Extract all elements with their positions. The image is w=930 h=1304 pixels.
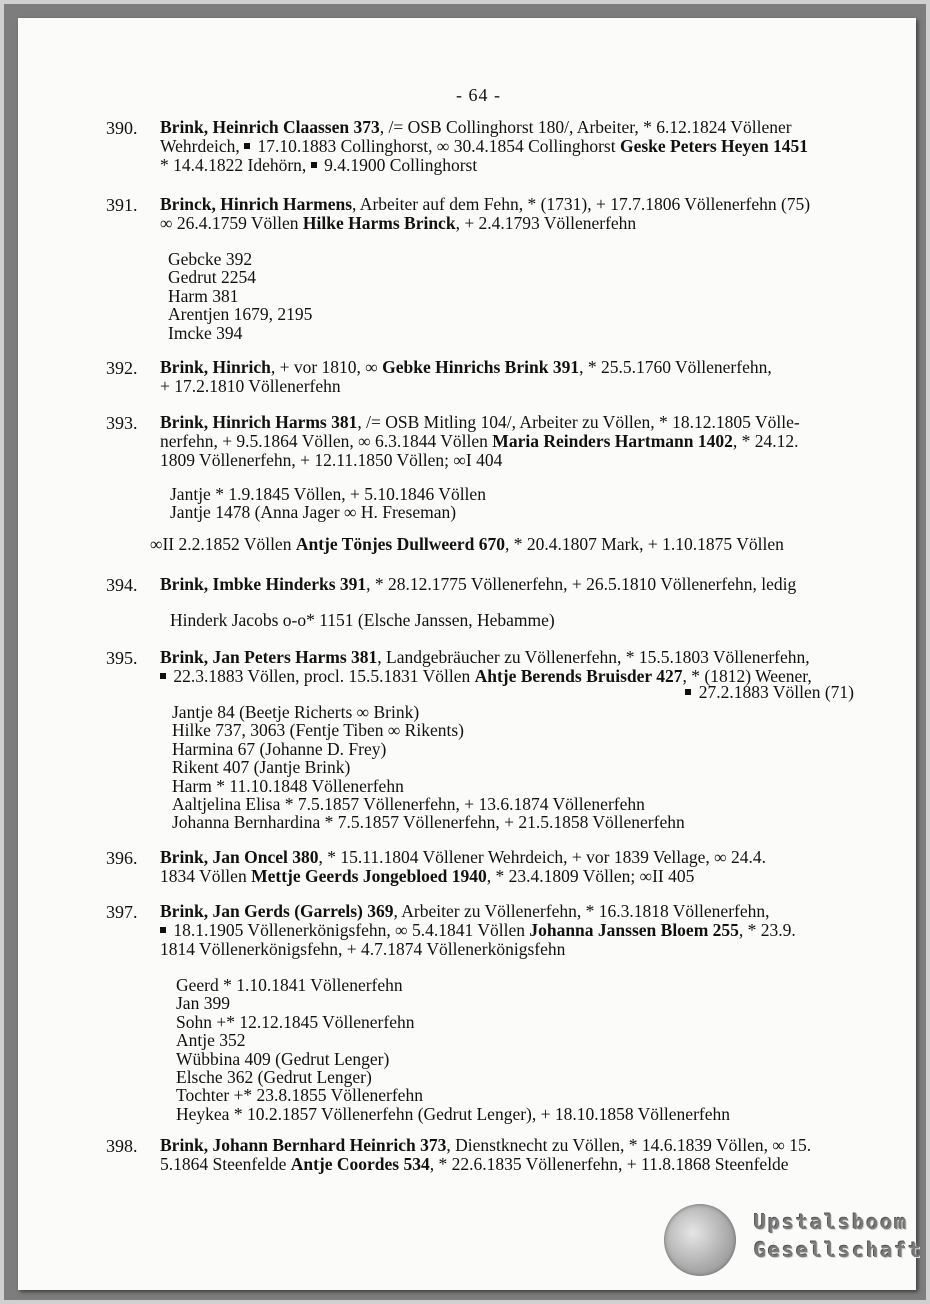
text-run: , + 2.4.1793 Völlenerfehn [455, 213, 637, 233]
bold-name: Antje Tönjes Dullweerd 670 [295, 534, 506, 554]
child-entry: Johanna Bernhardina * 7.5.1857 Völlenerfehn, + 21.5.1858 Völlenerfehn [172, 812, 685, 833]
text-run: , * 24.12. [732, 431, 799, 451]
text-run: , * 28.12.1775 Völlenerfehn, + 26.5.1810 Völlenerfehn, ledig [366, 574, 797, 594]
death-mark [160, 673, 166, 679]
child-entry: Arentjen 1679, 2195 [168, 304, 313, 325]
text-run: , * (1812) Weener, [682, 666, 812, 686]
entry-number: 390. [106, 118, 138, 138]
entry-line [160, 1136, 876, 1155]
text-run: Wehrdeich, [160, 136, 245, 156]
entry-line [160, 377, 876, 396]
children-list [172, 703, 685, 832]
bold-name: Brink, Heinrich Claassen 373 [160, 117, 380, 137]
entry-number: 394. [106, 575, 138, 595]
bold-name: Ahtje Berends Bruisder 427 [474, 666, 683, 686]
child-entry: Harmina 67 (Johanne D. Frey) [172, 738, 387, 759]
text-run: 1834 Völlen [160, 866, 252, 886]
child-entry: Harm * 11.10.1848 Völlenerfehn [172, 775, 404, 796]
bold-name: Brink, Hinrich Harms 381 [160, 412, 358, 432]
text-run: , Landgebräucher zu Völlenerfehn, * 15.5.1803 Völlenerfehn, [377, 647, 810, 667]
text-run: 1809 Völlenerfehn, + 12.11.1850 Völlen; ∞I 404 [160, 450, 503, 470]
child-entry: Sohn +* 12.12.1845 Völlenerfehn [176, 1011, 415, 1032]
text-run: * 14.4.1822 Idehörn, [160, 155, 311, 175]
entry-395 [106, 648, 876, 686]
entry-number: 391. [106, 195, 138, 215]
child-entry: Geerd * 1.10.1841 Völlenerfehn [176, 975, 403, 995]
entry-line [160, 156, 876, 175]
child-entry: Harm 381 [168, 285, 239, 306]
child-entry: Antje 352 [176, 1030, 246, 1051]
entry-number: 393. [106, 413, 138, 433]
entry-text [160, 575, 876, 594]
entry-line [160, 137, 876, 156]
bold-name: Geske Peters Heyen 1451 [619, 136, 809, 156]
text-run: 17.10.1883 Collinghorst, ∞ 30.4.1854 Collinghorst [253, 136, 620, 156]
children-list [170, 485, 486, 522]
text-run: , Arbeiter zu Völlenerfehn, * 16.3.1818 Völlenerfehn, [393, 901, 770, 921]
entry-text [160, 195, 876, 233]
child-entry: Jantje 84 (Beetje Richerts ∞ Brink) [172, 702, 420, 722]
death-mark [685, 689, 691, 695]
children-list [170, 611, 555, 629]
text-run: 18.1.1905 Völlenerkönigsfehn, ∞ 5.4.1841 Völlen [169, 920, 530, 940]
death-mark [160, 927, 166, 933]
child-entry: Wübbina 409 (Gedrut Lenger) [176, 1048, 390, 1069]
entry-line [160, 921, 876, 940]
text-run: , Dienstknecht zu Völlen, * 14.6.1839 Völlen, ∞ 15. [446, 1135, 812, 1155]
child-entry: Tochter +* 23.8.1855 Völlenerfehn [176, 1085, 423, 1106]
bold-name: Maria Reinders Hartmann 1402 [492, 431, 733, 451]
document-page [18, 18, 916, 1290]
text-run: 9.4.1900 Collinghorst [319, 155, 478, 175]
entry-392 [106, 358, 876, 396]
text-run: 1814 Völlenerkönigsfehn, + 4.7.1874 Völlenerkönigsfehn [160, 939, 566, 959]
children-list [168, 250, 312, 342]
entry-390 [106, 118, 876, 175]
child-entry: Hilke 737, 3063 (Fentje Tiben ∞ Rikents) [172, 720, 464, 741]
death-mark [311, 162, 317, 168]
text-run: 22.3.1883 Völlen, procl. 15.5.1831 Völlen [169, 666, 475, 686]
entry-394 [106, 575, 876, 594]
upstalsboom-logo [664, 1204, 923, 1284]
entry-number: 392. [106, 358, 138, 378]
entry-number: 395. [106, 648, 138, 668]
bold-name: Brinck, Hinrich Harmens [160, 194, 353, 214]
entry-391 [106, 195, 876, 233]
entry-text [160, 358, 876, 396]
child-entry: Gebcke 392 [168, 249, 253, 269]
bold-name: Johanna Janssen Bloem 255 [529, 920, 739, 940]
child-entry: Rikent 407 (Jantje Brink) [172, 757, 351, 778]
entry-text [160, 118, 876, 175]
bold-name: Gebke Hinrichs Brink 391 [382, 357, 580, 377]
children-list [176, 976, 730, 1123]
child-entry: Jantje 1478 (Anna Jager ∞ H. Freseman) [170, 502, 457, 523]
text-run: ∞ 26.4.1759 Völlen [160, 213, 303, 233]
text-run: , * 23.4.1809 Völlen; ∞II 405 [486, 866, 695, 886]
child-entry: Hinderk Jacobs o-o* 1151 (Elsche Janssen, Hebamme) [170, 610, 555, 630]
entry-line [160, 432, 876, 451]
entry-line [160, 451, 876, 470]
text-run: , * 22.6.1835 Völlenerfehn, + 11.8.1868 Steenfelde [429, 1154, 789, 1174]
entry-line [160, 214, 876, 233]
text-run: ∞II 2.2.1852 Völlen [150, 534, 296, 554]
bold-name: Hilke Harms Brinck [302, 213, 456, 233]
entry-line [160, 195, 876, 214]
logo-line-1: Upstalsboom [754, 1210, 909, 1234]
entry-text [160, 648, 876, 686]
text-run: , /= OSB Mitling 104/, Arbeiter zu Völlen, * 18.12.1805 Vӧlle- [357, 412, 800, 432]
entry-line [160, 413, 876, 432]
text-run: , * 23.9. [738, 920, 796, 940]
entry-line [160, 848, 876, 867]
entry-line [160, 1155, 876, 1174]
child-entry: Heykea * 10.2.1857 Völlenerfehn (Gedrut Lenger), + 18.10.1858 Völlenerfehn [176, 1103, 730, 1124]
text-run: , /= OSB Collinghorst 180/, Arbeiter, * 6.12.1824 Völlener [379, 117, 792, 137]
bold-name: Mettje Geerds Jongebloed 1940 [251, 866, 487, 886]
text-run: nerfehn, + 9.5.1864 Völlen, ∞ 6.3.1844 Völlen [160, 431, 493, 451]
entry-text [160, 848, 876, 886]
bold-name: Brink, Imbke Hinderks 391 [160, 574, 367, 594]
text-run: , + vor 1810, ∞ [270, 357, 383, 377]
entry-text [160, 1136, 876, 1174]
entry-line [160, 648, 876, 667]
entry-396 [106, 848, 876, 886]
entry-397 [106, 902, 876, 959]
entry-line [160, 118, 876, 137]
seal-icon [664, 1204, 736, 1276]
death-line-right [618, 683, 854, 701]
text-run: 5.1864 Steenfelde [160, 1154, 291, 1174]
text-run: , * 25.5.1760 Völlenerfehn, [579, 357, 772, 377]
text-run: , * 15.11.1804 Völlener Wehrdeich, + vor 1839 Vellage, ∞ 24.4. [318, 847, 767, 867]
child-entry: Jan 399 [176, 993, 230, 1014]
bold-name: Brink, Jan Gerds (Garrels) 369 [160, 901, 394, 921]
entry-number: 396. [106, 848, 138, 868]
entry-393 [106, 413, 876, 470]
bold-name: Brink, Hinrich [160, 357, 271, 377]
entry-number: 397. [106, 902, 138, 922]
entry-line [160, 575, 876, 594]
child-entry: Elsche 362 (Gedrut Lenger) [176, 1067, 372, 1088]
entry-line [160, 902, 876, 921]
text-run: + 17.2.1810 Völlenerfehn [160, 376, 341, 396]
bold-name: Brink, Jan Oncel 380 [160, 847, 319, 867]
page-number: - 64 - [456, 85, 501, 105]
child-entry: Aaltjelina Elisa * 7.5.1857 Völlenerfehn, + 13.6.1874 Völlenerfehn [172, 794, 645, 815]
entry-text [160, 413, 876, 470]
entry-text [160, 902, 876, 959]
text-run: , * 20.4.1807 Mark, + 1.10.1875 Völlen [505, 534, 784, 554]
entry-398 [106, 1136, 876, 1174]
entry-number: 398. [106, 1136, 138, 1156]
bold-name: Brink, Johann Bernhard Heinrich 373 [160, 1135, 447, 1155]
death-mark [244, 143, 250, 149]
entry-line [160, 940, 876, 959]
child-entry: Imcke 394 [168, 322, 243, 343]
child-entry: Jantje * 1.9.1845 Völlen, + 5.10.1846 Völlen [170, 484, 486, 504]
text-run: , Arbeiter auf dem Fehn, * (1731), + 17.7.1806 Völlenerfehn (75) [352, 194, 811, 214]
entry-line [150, 535, 910, 553]
second-marriage-line [150, 535, 910, 553]
death-date-text: 27.2.1883 Völlen (71) [694, 682, 854, 702]
entry-line [160, 867, 876, 886]
child-entry: Gedrut 2254 [168, 267, 256, 288]
bold-name: Brink, Jan Peters Harms 381 [160, 647, 378, 667]
entry-line [160, 358, 876, 377]
logo-line-2: Gesellschaft [754, 1238, 923, 1262]
bold-name: Antje Coordes 534 [290, 1154, 430, 1174]
